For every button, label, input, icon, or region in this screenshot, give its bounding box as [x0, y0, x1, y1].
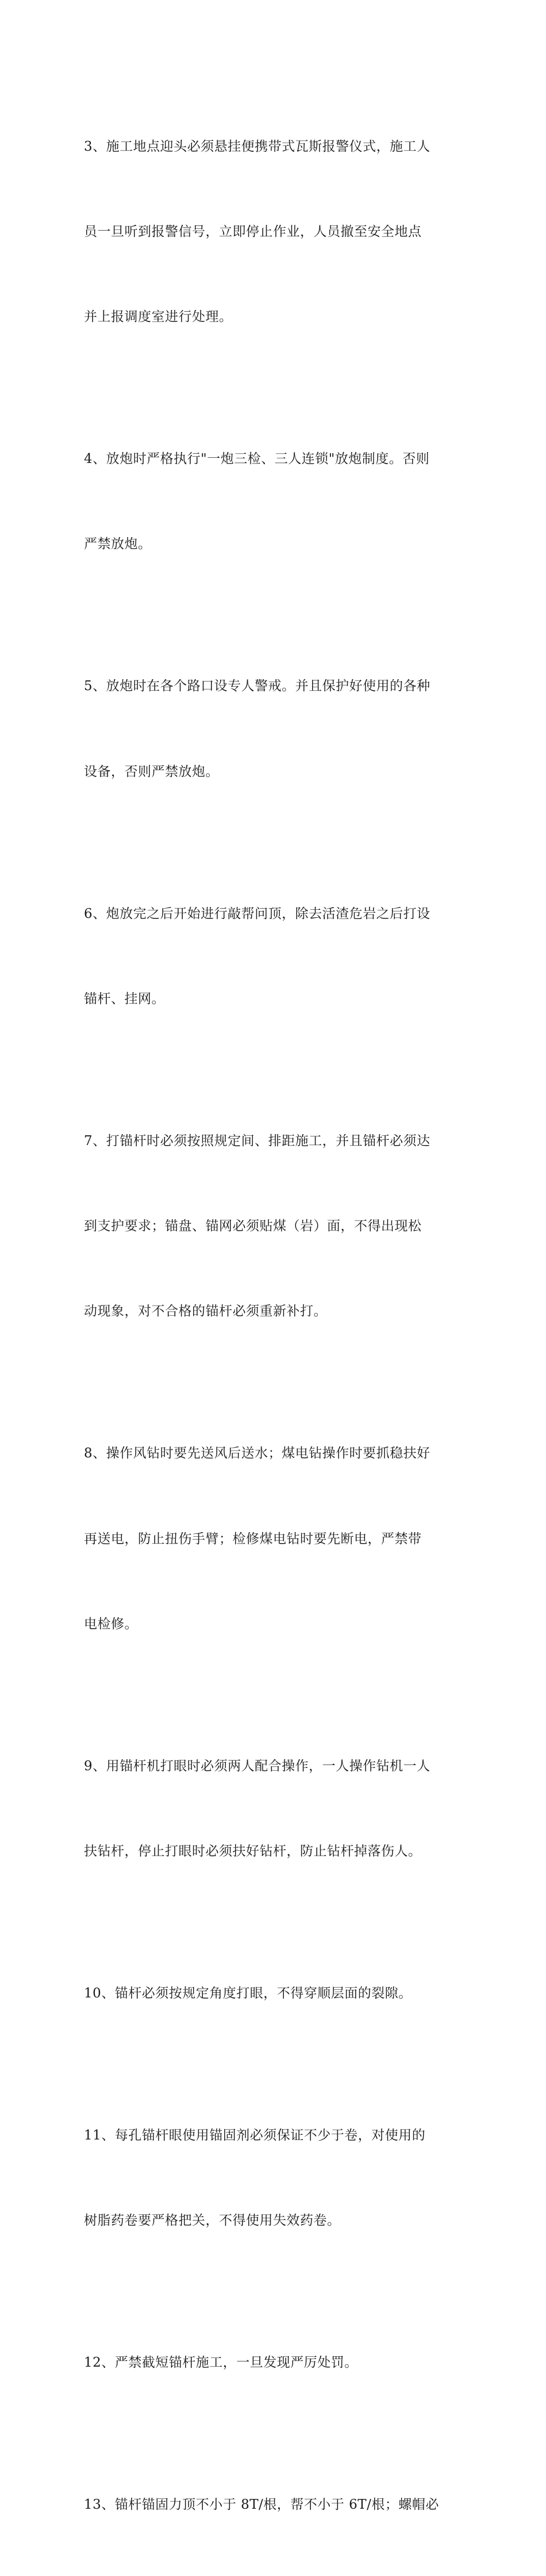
text-line: 严禁放炮。: [84, 537, 152, 552]
paragraph-7: [84, 1070, 463, 1383]
text-line: 树脂药卷要严格把关，不得使用失效药卷。: [84, 2213, 341, 2229]
paragraph-4: [84, 388, 463, 615]
text-line: 再送电，防止扭伤手臂；检修煤电钻时要先断电，严禁带: [84, 1531, 422, 1547]
text-line: 3、施工地点迎头必须悬挂便携带式瓦斯报警仪式，施工人: [84, 139, 430, 154]
text-line: 设备，否则严禁放炮。: [84, 764, 219, 779]
text-line: 动现象，对不合格的锚杆必须重新补打。: [84, 1304, 327, 1319]
paragraph-12: [84, 2292, 463, 2434]
text-line: 并上报调度室进行处理。: [84, 309, 233, 325]
paragraph-3: [84, 76, 463, 388]
paragraph-6: [84, 843, 463, 1070]
paragraph-13: [84, 2434, 463, 2576]
text-line: 9、用锚杆机打眼时必须两人配合操作，一人操作钻机一人: [84, 1758, 430, 1774]
text-line: 4、放炮时严格执行"一炮三检、三人连锁"放炮制度。否则: [84, 451, 430, 467]
text-line: 11、每孔锚杆眼使用锚固剂必须保证不少于卷，对使用的: [84, 2127, 426, 2143]
text-line: 13、锚杆锚固力顶不小于 8T/根，帮不小于 6T/根；螺帽必: [84, 2497, 439, 2513]
paragraph-8: [84, 1383, 463, 1695]
paragraph-10: [84, 1923, 463, 2065]
text-line: 锚杆、挂网。: [84, 991, 165, 1006]
text-line: 扶钻杆，停止打眼时必须扶好钻杆，防止钻杆掉落伤人。: [84, 1843, 422, 1859]
text-line: 5、放炮时在各个路口设专人警戒。并且保护好使用的各种: [84, 679, 430, 694]
text-line: 12、严禁截短锚杆施工，一旦发现严厉处罚。: [84, 2355, 358, 2371]
text-line: 10、锚杆必须按规定角度打眼，不得穿顺层面的裂隙。: [84, 1985, 412, 2001]
text-line: 员一旦听到报警信号，立即停止作业，人员撤至安全地点: [84, 224, 422, 240]
text-line: 到支护要求；锚盘、锚网必须贴煤（岩）面，不得出现松: [84, 1219, 422, 1234]
text-line: 8、操作风钻时要先送风后送水；煤电钻操作时要抓稳扶好: [84, 1446, 430, 1461]
paragraph-5: [84, 616, 463, 843]
paragraph-9: [84, 1695, 463, 1923]
paragraph-11: [84, 2065, 463, 2292]
text-line: 6、炮放完之后开始进行敲帮问顶，除去活渣危岩之后打设: [84, 906, 430, 921]
document-body: [84, 76, 463, 2576]
text-line: 电检修。: [84, 1616, 138, 1632]
text-line: 7、打锚杆时必须按照规定间、排距施工，并且锚杆必须达: [84, 1133, 430, 1149]
